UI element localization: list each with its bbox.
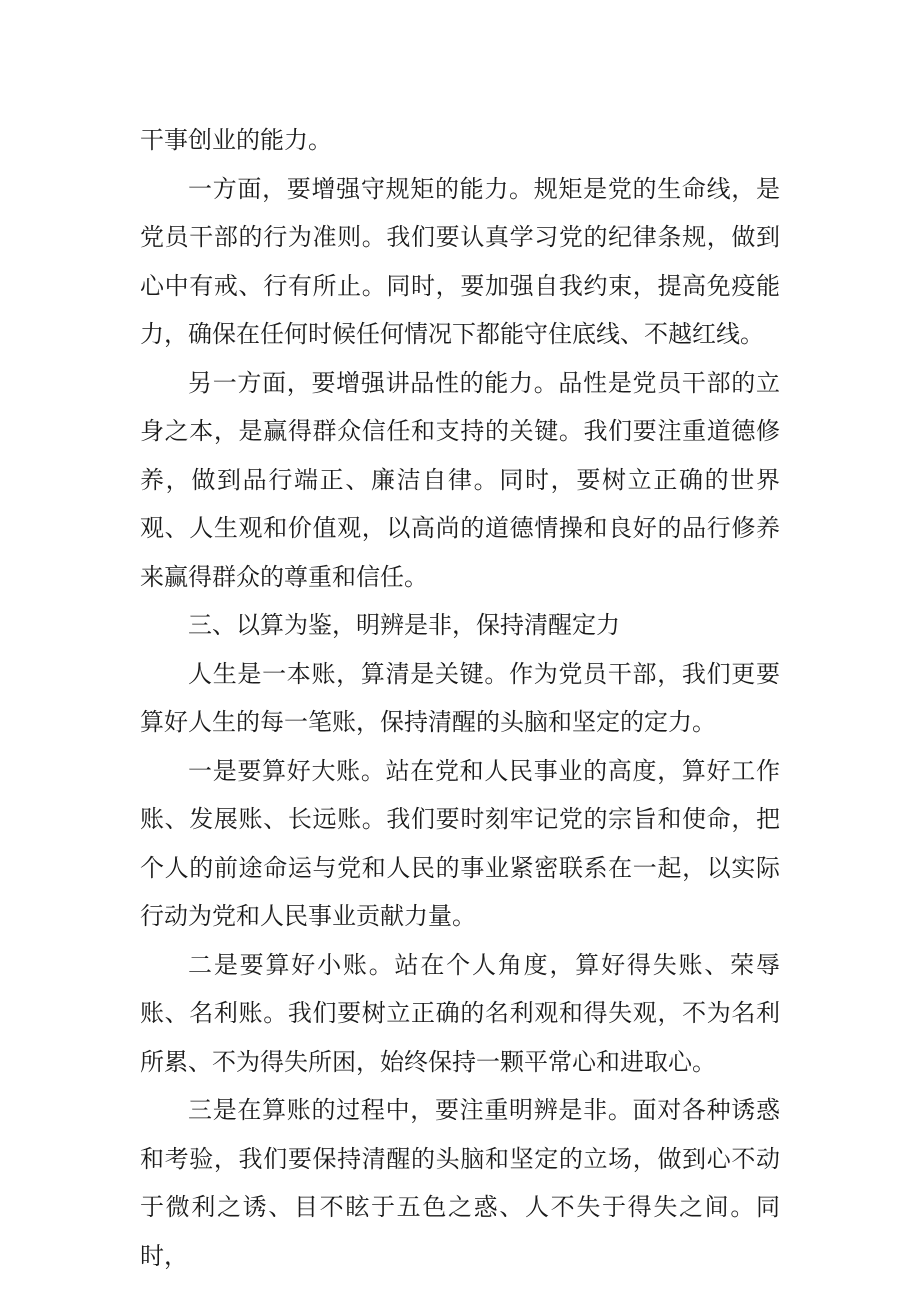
paragraph-life-account: 人生是一本账，算清是关键。作为党员干部，我们更要算好人生的每一笔账，保持清醒的头脑和坚定的定力。 bbox=[140, 659, 780, 736]
paragraph-continuation: 干事创业的能力。 bbox=[140, 126, 332, 154]
section-heading-three: 三、以算为鉴，明辨是非，保持清醒定力 bbox=[188, 611, 620, 639]
paragraph-character-ability: 另一方面，要增强讲品性的能力。品性是党员干部的立身之本，是赢得群众信任和支持的关键。我们要注重道德修养，做到品行端正、廉洁自律。同时，要树立正确的世界观、人生观和价值观，以高尚的道德情操和良好的品行修养来赢得群众的尊重和信任。 bbox=[140, 368, 780, 591]
paragraph-discern-right-wrong: 三是在算账的过程中，要注重明辨是非。面对各种诱惑和考验，我们要保持清醒的头脑和坚定的立场，做到心不动于微利之诱、目不眩于五色之惑、人不失于得失之间。同时， bbox=[140, 1096, 780, 1270]
paragraph-small-account: 二是要算好小账。站在个人角度，算好得失账、荣辱账、名利账。我们要树立正确的名利观和得失观，不为名利所累、不为得失所困，始终保持一颗平常心和进取心。 bbox=[140, 950, 780, 1076]
paragraph-big-account: 一是要算好大账。站在党和人民事业的高度，算好工作账、发展账、长远账。我们要时刻牢记党的宗旨和使命，把个人的前途命运与党和人民的事业紧密联系在一起，以实际行动为党和人民事业贡献力量。 bbox=[140, 756, 780, 930]
document-body bbox=[140, 116, 780, 1280]
paragraph-rules-ability: 一方面，要增强守规矩的能力。规矩是党的生命线，是党员干部的行为准则。我们要认真学习党的纪律条规，做到心中有戒、行有所止。同时，要加强自我约束，提高免疫能力，确保在任何时候任何情况下都能守住底线、不越红线。 bbox=[140, 174, 780, 348]
